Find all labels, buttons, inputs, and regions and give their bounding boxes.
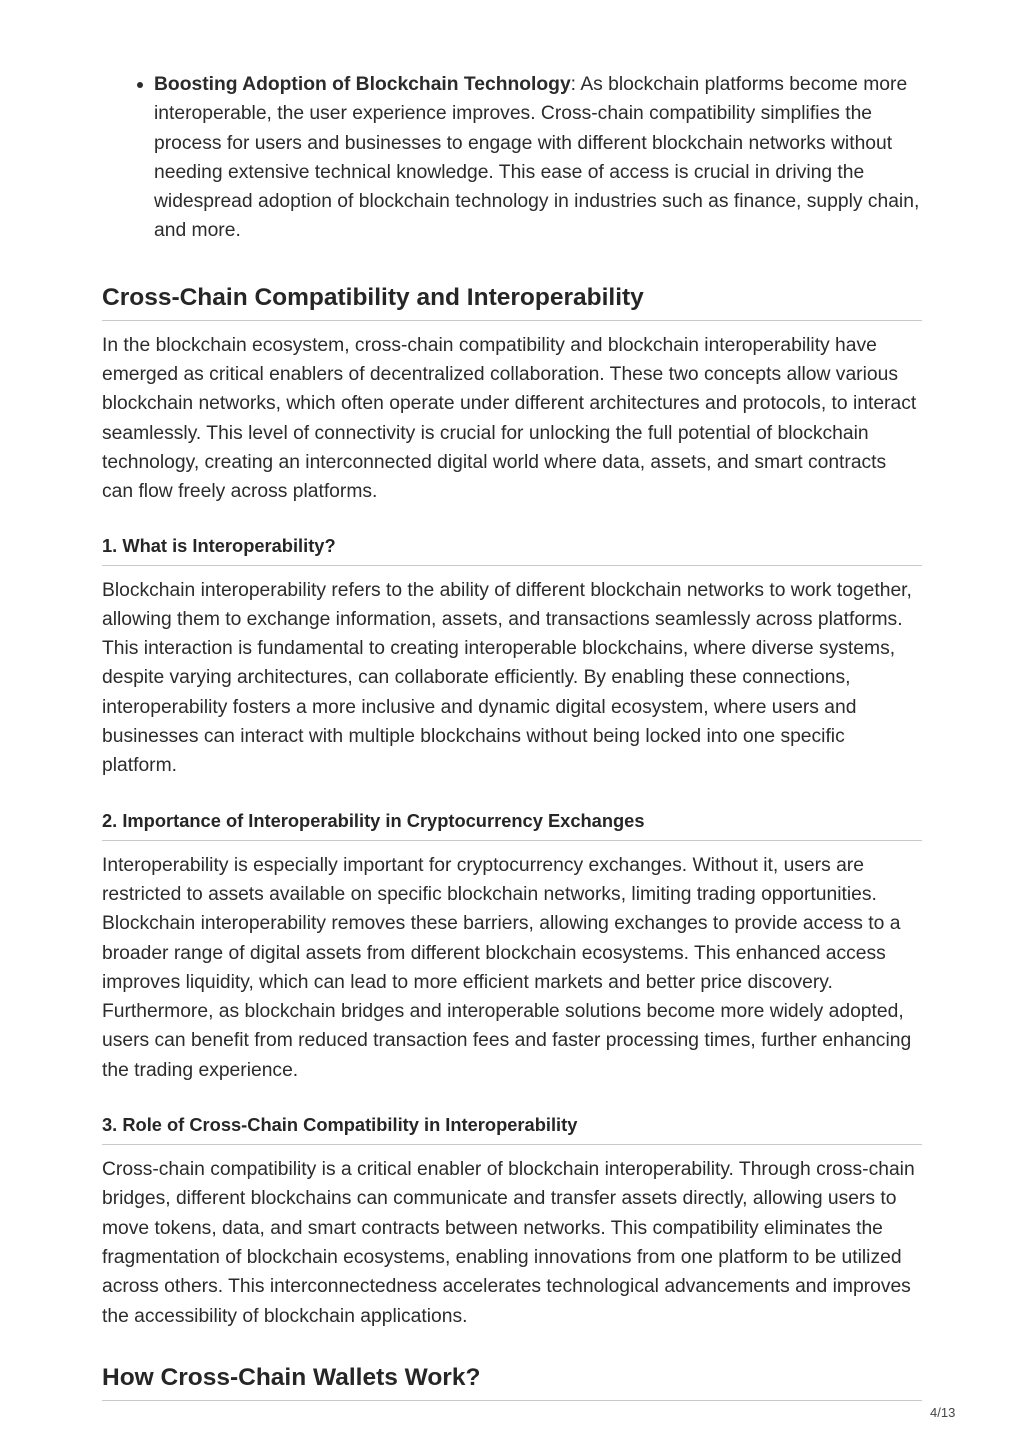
- document-page: [102, 70, 922, 1401]
- paragraph-what-is-interoperability: Blockchain interoperability refers to the ability of different blockchain networks to work together, allowing them to exchange information, assets, and transactions seamlessly across platforms. This interaction is fundamental to creating interoperable blockchains, where diverse systems, despite varying architectures, can collaborate efficiently. By enabling these connections, interoperability fosters a more inclusive and dynamic digital ecosystem, where users and businesses can interact with multiple blockchains without being locked into one specific platform.: [102, 579, 912, 777]
- subheading-what-is-interoperability: 1. What is Interoperability?: [102, 534, 922, 566]
- paragraph-role-cross-chain: Cross-chain compatibility is a critical enabler of blockchain interoperability. Through cross-chain bridges, different blockchains can communicate and transfer assets directly, allowing users to move tokens, data, and smart contracts between networks. This compatibility eliminates the fragmentation of blockchain ecosystems, enabling innovations from one platform to be utilized across others. This interconnectedness accelerates technological advancements and improves the accessibility of blockchain applications.: [102, 1159, 915, 1327]
- subheading-importance-exchanges: 2. Importance of Interoperability in Cryptocurrency Exchanges: [102, 809, 922, 841]
- section-paragraph-cross-chain: In the blockchain ecosystem, cross-chain compatibility and blockchain interoperability have emerged as critical enablers of decentralized collaboration. These two concepts allow various blockchain networks, which often operate under different architectures and protocols, to interact seamlessly. This level of connectivity is crucial for unlocking the full potential of blockchain technology, creating an interconnected digital world where data, assets, and smart contracts can flow freely across platforms.: [102, 334, 917, 503]
- list-item: [154, 70, 922, 246]
- bullet-bold-lead: Boosting Adoption of Blockchain Technology: [154, 74, 571, 95]
- bullet-list: [102, 70, 922, 246]
- page-number: 4/13: [930, 1405, 956, 1420]
- section-heading-cross-chain: Cross-Chain Compatibility and Interoperability: [102, 283, 922, 321]
- subheading-role-cross-chain: 3. Role of Cross-Chain Compatibility in Interoperability: [102, 1113, 922, 1145]
- bullet-text: : As blockchain platforms become more interoperable, the user experience improves. Cross-chain compatibility simplifies the process for users and businesses to engage with different blockchain networks without needing extensive technical knowledge. This ease of access is crucial in driving the widespread adoption of blockchain technology in industries such as finance, supply chain, and more.: [154, 74, 920, 242]
- section-heading-wallets: How Cross-Chain Wallets Work?: [102, 1363, 922, 1401]
- bullet-dot-icon: [137, 82, 143, 88]
- paragraph-importance-exchanges: Interoperability is especially important for cryptocurrency exchanges. Without it, users are restricted to assets available on specific blockchain networks, limiting trading opportunities. Blockchain interoperability removes these barriers, allowing exchanges to provide access to a broader range of digital assets from different blockchain ecosystems. This enhanced access improves liquidity, which can lead to more efficient markets and better price discovery. Furthermore, as blockchain bridges and interoperable solutions become more widely adopted, users can benefit from reduced transaction fees and faster processing times, further enhancing the trading experience.: [102, 854, 912, 1081]
